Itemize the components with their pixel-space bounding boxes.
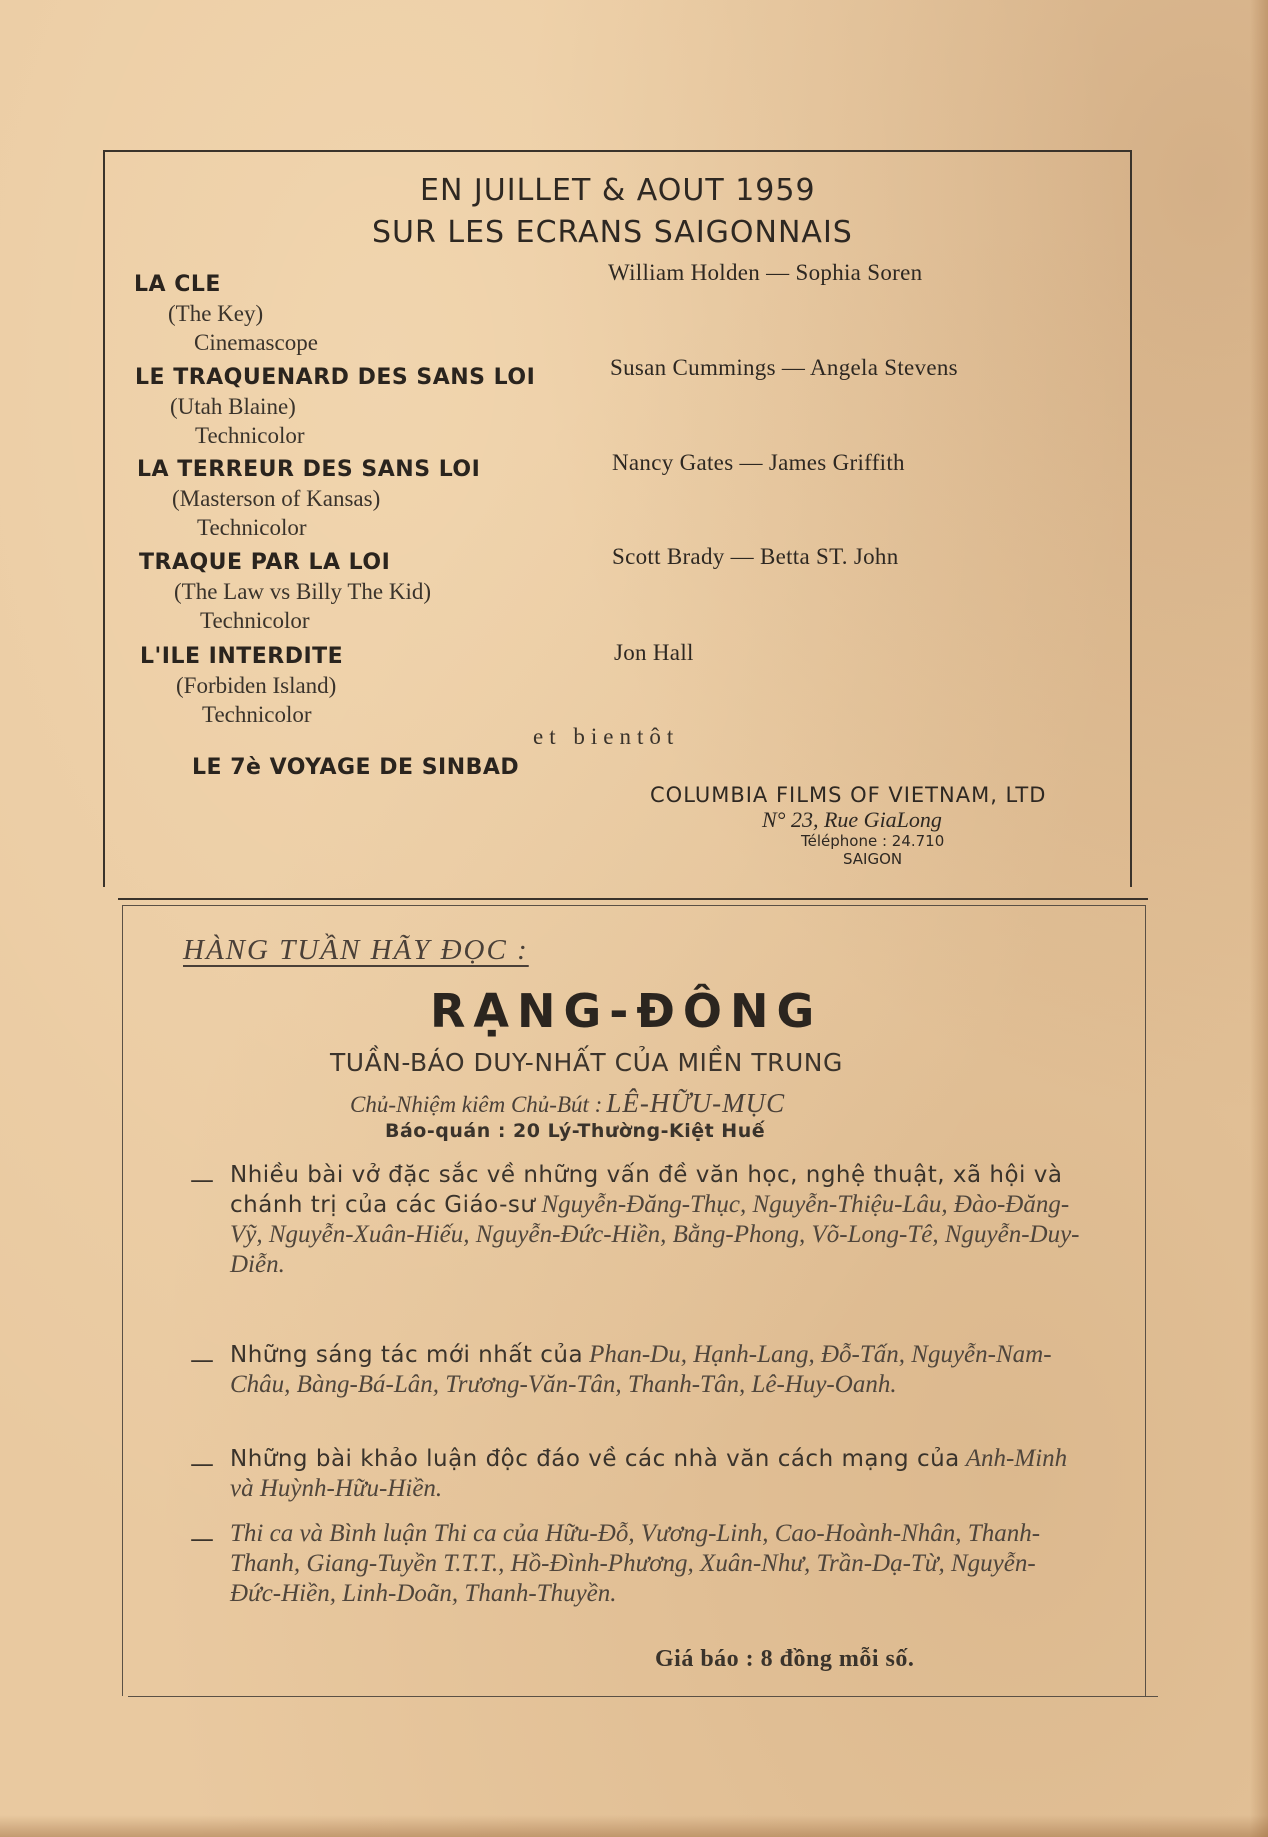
list-item bbox=[230, 1340, 1080, 1400]
film-cast: Susan Cummings — Angela Stevens bbox=[610, 355, 958, 380]
item-text: Nhiều bài vở đặc sắc về những vấn đề văn học, nghệ thuật, xã hội và chánh trị của các Giáo-sư bbox=[230, 1162, 1063, 1218]
upcoming-film-title: LE 7è VOYAGE DE SINBAD bbox=[192, 755, 520, 780]
film-original-title: (Masterson of Kansas) bbox=[172, 486, 381, 511]
editor-label: Chủ-Nhiệm kiêm Chủ-Bút : bbox=[350, 1092, 603, 1117]
divider bbox=[128, 1696, 1158, 1697]
price-line: Giá báo : 8 đồng mỗi số. bbox=[655, 1646, 915, 1672]
film-cast: Jon Hall bbox=[614, 640, 694, 665]
list-item bbox=[230, 1444, 1080, 1504]
film-format: Technicolor bbox=[195, 423, 305, 448]
list-item bbox=[230, 1160, 1080, 1280]
company-city: SAIGON bbox=[843, 850, 903, 868]
film-format: Technicolor bbox=[200, 608, 310, 633]
item-names: Anh-Minh và Huỳnh-Hữu-Hiền. bbox=[230, 1445, 1068, 1502]
film-original-title: (Utah Blaine) bbox=[170, 394, 296, 419]
page-edge bbox=[1250, 0, 1268, 1837]
page-edge bbox=[0, 1815, 1268, 1837]
film-original-title: (The Law vs Billy The Kid) bbox=[174, 579, 431, 604]
film-original-title: (The Key) bbox=[168, 301, 264, 326]
newspaper-name: RẠNG-ĐÔNG bbox=[430, 984, 823, 1038]
company-address: N° 23, Rue GiaLong bbox=[762, 807, 942, 832]
company-telephone: Téléphone : 24.710 bbox=[801, 832, 945, 850]
item-text: Những bài khảo luận độc đáo về các nhà văn cách mạng của bbox=[230, 1446, 960, 1472]
divider bbox=[118, 898, 1148, 900]
film-cast: Scott Brady — Betta ST. John bbox=[612, 544, 899, 569]
film-title: L'ILE INTERDITE bbox=[140, 644, 344, 669]
item-text: Những sáng tác mới nhất của bbox=[230, 1342, 584, 1368]
editor-line bbox=[350, 1088, 785, 1119]
list-dash: — bbox=[190, 1346, 214, 1374]
film-format: Technicolor bbox=[202, 702, 312, 727]
item-names: Phan-Du, Hạnh-Lang, Đỗ-Tấn, Nguyễn-Nam-Châu, Bàng-Bá-Lân, Trương-Văn-Tân, Thanh-Tân, Lê-Huy-Oanh. bbox=[230, 1341, 1052, 1398]
film-title: TRAQUE PAR LA LOI bbox=[139, 550, 391, 575]
office-address: Báo-quán : 20 Lý-Thường-Kiệt Huế bbox=[385, 1120, 766, 1142]
film-title: LA CLE bbox=[134, 272, 221, 297]
ad-header-line-1: EN JUILLET & AOUT 1959 bbox=[420, 173, 816, 208]
list-dash: — bbox=[190, 1525, 214, 1553]
coming-soon-label: et bientôt bbox=[533, 724, 680, 749]
editor-name: LÊ-HỮU-MỤC bbox=[606, 1088, 786, 1118]
list-item bbox=[230, 1519, 1080, 1609]
film-title: LA TERREUR DES SANS LOI bbox=[137, 457, 481, 482]
item-names: Nguyễn-Đăng-Thục, Nguyễn-Thiệu-Lâu, Đào-Đăng-Vỹ, Nguyễn-Xuân-Hiếu, Nguyễn-Đức-Hiền, Bằng-Phong, Võ-Long-Tê, Nguyễn-Duy-Diễn. bbox=[230, 1191, 1080, 1278]
film-cast: Nancy Gates — James Griffith bbox=[612, 450, 905, 475]
company-name: COLUMBIA FILMS OF VIETNAM, LTD bbox=[650, 783, 1047, 807]
ad-header-line-2: SUR LES ECRANS SAIGONNAIS bbox=[372, 215, 853, 250]
read-weekly-heading: HÀNG TUẦN HÃY ĐỌC : bbox=[183, 934, 529, 966]
newspaper-tagline: TUẦN-BÁO DUY-NHẤT CỦA MIỀN TRUNG bbox=[330, 1048, 843, 1077]
film-cast: William Holden — Sophia Soren bbox=[608, 260, 923, 285]
item-names: Thi ca và Bình luận Thi ca của Hữu-Đỗ, Vương-Linh, Cao-Hoành-Nhân, Thanh-Thanh, Giang-Tuyền T.T.T., Hồ-Đình-Phương, Xuân-Như, Trần-Dạ-Từ, Nguyễn-Đức-Hiền, Linh-Doãn, Thanh-Thuyền. bbox=[230, 1520, 1041, 1607]
film-original-title: (Forbiden Island) bbox=[176, 673, 337, 698]
list-dash: — bbox=[190, 1166, 214, 1194]
film-title: LE TRAQUENARD DES SANS LOI bbox=[135, 365, 536, 390]
film-format: Technicolor bbox=[197, 515, 307, 540]
list-dash: — bbox=[190, 1450, 214, 1478]
film-format: Cinemascope bbox=[194, 330, 318, 355]
